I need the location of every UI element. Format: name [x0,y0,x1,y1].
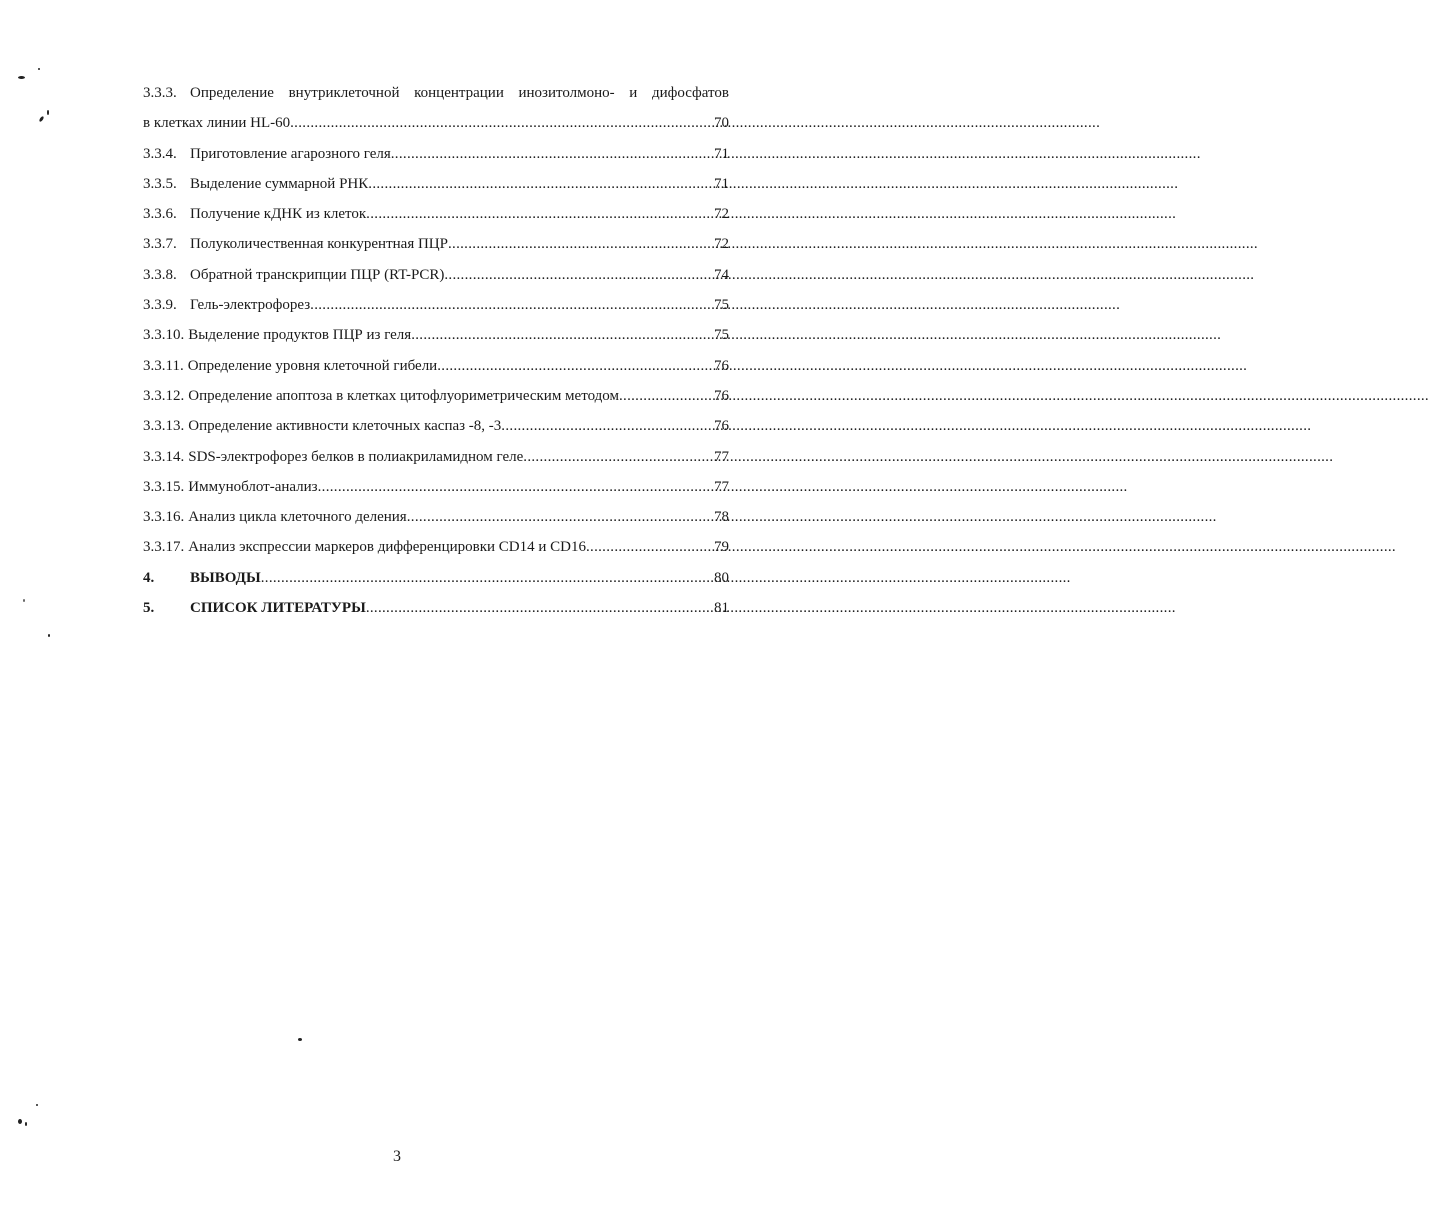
scan-speck [23,599,25,602]
toc-entry-title: СПИСОК ЛИТЕРАТУРЫ [190,600,366,617]
toc-entry-3-3-10[interactable] [143,320,729,350]
toc-entry-page: 72 [714,206,729,223]
toc-entry-3-3-3[interactable] [143,78,729,108]
toc-entry-conclusions[interactable] [143,563,729,593]
toc-entry-3-3-14[interactable] [143,442,729,472]
toc-entry-number: 3.3.9. [143,297,177,314]
toc-entry-number: 3.3.8. [143,266,177,283]
dot-leader [318,472,713,502]
scan-speck [39,116,45,123]
toc-entry-3-3-13[interactable] [143,411,729,441]
toc-entry-page: 76 [714,387,729,404]
toc-entry-number: 3.3.12. [143,387,185,404]
toc-entry-number: 3.3.7. [143,236,177,253]
dot-leader [366,199,713,229]
toc-entry-title: Анализ цикла клеточного деления [188,509,407,526]
toc-entry-3-3-3-cont[interactable] [143,108,729,138]
toc-entry-number: 3.3.3. [143,85,177,101]
toc-entry-page: 76 [714,357,729,374]
dot-leader [411,320,713,350]
toc-entry-title: ВЫВОДЫ [190,569,261,586]
dot-leader [501,411,713,441]
toc-entry-page: 77 [714,448,729,465]
toc-entry-3-3-7[interactable] [143,229,729,259]
scan-speck [18,76,25,79]
toc-entry-page: 81 [714,600,729,617]
table-of-contents [143,78,729,623]
dot-leader [619,381,713,411]
toc-entry-3-3-12[interactable] [143,381,729,411]
toc-entry-page: 70 [714,115,729,132]
toc-entry-title: Выделение суммарной РНК [190,175,369,192]
toc-entry-title: Определение активности клеточных каспаз -8, -3 [188,418,502,435]
toc-entry-3-3-15[interactable] [143,472,729,502]
toc-entry-3-3-4[interactable] [143,139,729,169]
toc-entry-page: 72 [714,236,729,253]
toc-entry-page: 74 [714,266,729,283]
toc-entry-number: 3.3.5. [143,175,177,192]
toc-entry-number: 3.3.17. [143,539,185,556]
dot-leader [391,139,713,169]
toc-entry-title: Полуколичественная конкурентная ПЦР [190,236,448,253]
toc-entry-3-3-9[interactable] [143,290,729,320]
toc-entry-number: 3.3.11. [143,357,184,374]
toc-entry-3-3-6[interactable] [143,199,729,229]
scan-speck [48,634,50,637]
dot-leader [586,532,713,562]
toc-entry-title: Обратной транскрипции ПЦР (RT-PCR) [190,266,445,283]
dot-leader [444,260,713,290]
toc-entry-number: 4. [143,569,155,586]
scan-speck [25,1122,27,1126]
dot-leader [366,593,713,623]
toc-entry-number: 3.3.4. [143,145,177,162]
toc-entry-number: 3.3.15. [143,478,185,495]
toc-entry-page: 80 [714,569,729,586]
toc-entry-page: 75 [714,327,729,344]
toc-entry-title: Определение внутриклеточной концентрации инозитолмоно- и дифосфатов [190,85,729,101]
dot-leader [290,108,713,138]
toc-entry-3-3-8[interactable] [143,260,729,290]
toc-entry-title: Выделение продуктов ПЦР из геля [188,327,412,344]
toc-entry-title: Получение кДНК из клеток [190,206,367,223]
scan-speck [18,1119,22,1124]
toc-entry-number: 3.3.10. [143,327,185,344]
dot-leader [368,169,713,199]
dot-leader [407,502,713,532]
toc-entry-number: 3.3.13. [143,418,185,435]
toc-entry-3-3-11[interactable] [143,351,729,381]
toc-entry-page: 79 [714,539,729,556]
dot-leader [437,351,713,381]
toc-entry-page: 71 [714,145,729,162]
dot-leader [261,563,713,593]
dot-leader [310,290,713,320]
toc-entry-title: SDS-электрофорез белков в полиакриламидном геле [188,448,524,465]
toc-entry-3-3-17[interactable] [143,532,729,562]
toc-entry-page: 75 [714,297,729,314]
scan-speck [38,68,40,70]
scan-speck [298,1038,302,1041]
toc-entry-title: Приготовление агарозного геля [190,145,391,162]
dot-leader [448,229,713,259]
toc-entry-title: Анализ экспрессии маркеров дифференцировки CD14 и CD16 [188,539,586,556]
toc-entry-page: 76 [714,418,729,435]
toc-entry-number: 3.3.16. [143,509,185,526]
toc-entry-number: 3.3.14. [143,448,185,465]
toc-entry-page: 77 [714,478,729,495]
toc-entry-title: в клетках линии HL-60 [143,115,291,132]
page-number: 3 [393,1148,401,1165]
toc-entry-page: 78 [714,509,729,526]
dot-leader [523,442,713,472]
toc-entry-title: Определение апоптоза в клетках цитофлуориметрическим методом [188,387,619,404]
toc-entry-title: Гель-электрофорез [190,297,311,314]
toc-entry-3-3-5[interactable] [143,169,729,199]
toc-entry-3-3-16[interactable] [143,502,729,532]
toc-entry-references[interactable] [143,593,729,623]
toc-entry-page: 71 [714,175,729,192]
toc-entry-title: Иммуноблот-анализ [188,478,318,495]
toc-entry-title: Определение уровня клеточной гибели [187,357,438,374]
scan-speck [36,1104,38,1106]
scan-speck [47,110,49,115]
toc-entry-number: 3.3.6. [143,206,177,223]
toc-entry-number: 5. [143,600,155,617]
